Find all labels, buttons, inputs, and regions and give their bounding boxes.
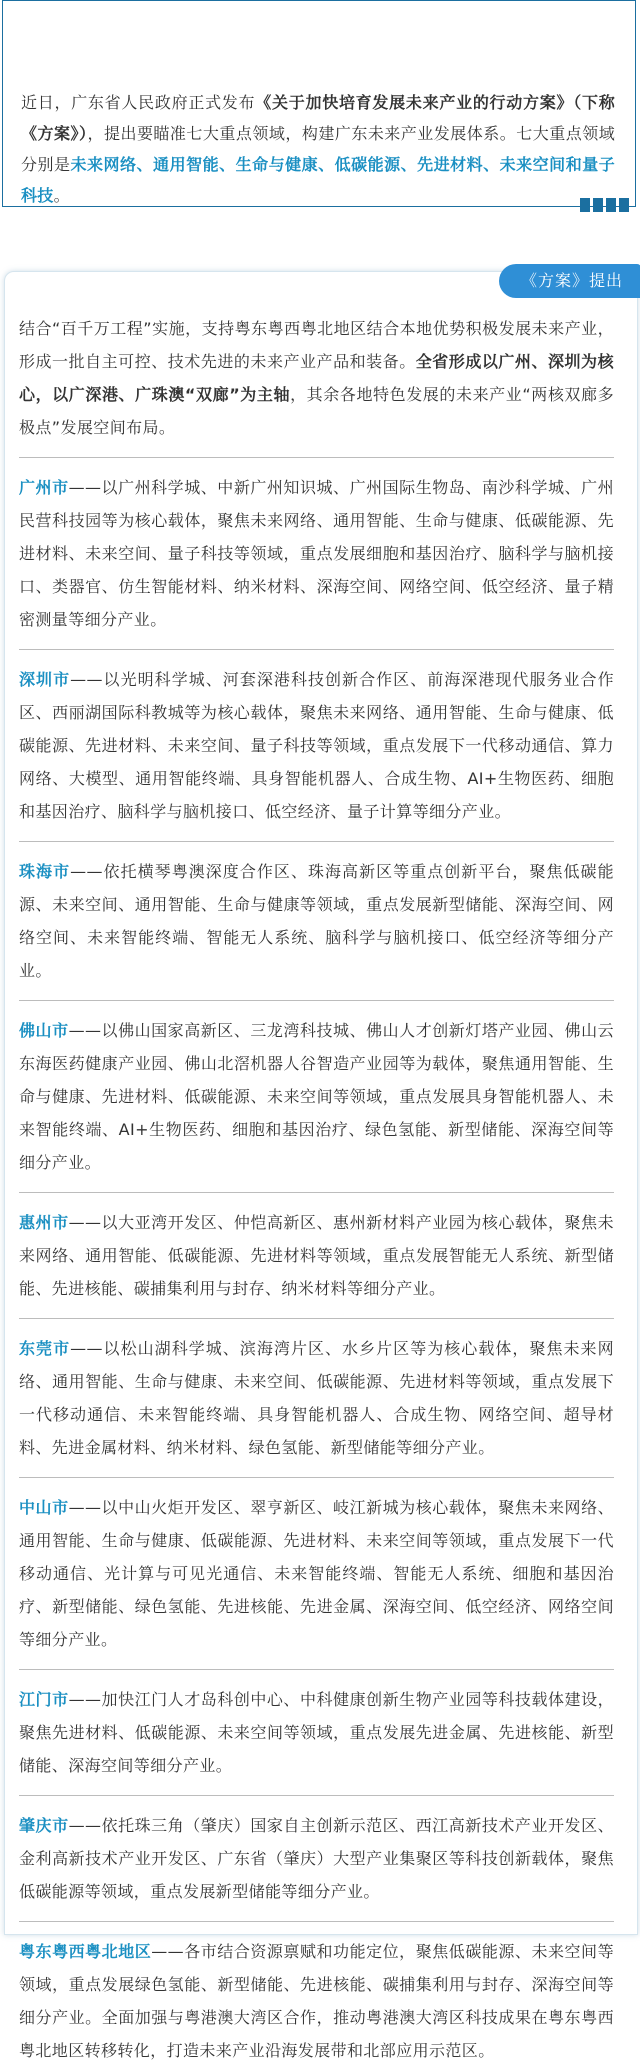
city-text: ——依托珠三角（肇庆）国家自主创新示范区、西江高新技术产业开发区、金利高新技术产业开发区、广东省（肇庆）大型产业集聚区等科技创新载体，聚焦低碳能源等领域，重点发展新型储能等细分产业。: [19, 1816, 614, 1901]
city-name: 东莞市: [19, 1339, 71, 1358]
city-name: 广州市: [19, 478, 69, 497]
city-item: [19, 1809, 614, 1908]
lead-text: ，其余各地特色发展的未来产业“两核双廊多极点”发展空间布局。: [19, 385, 614, 437]
city-name: 江门市: [19, 1690, 69, 1709]
city-name: 惠州市: [19, 1213, 69, 1232]
intro-box: [2, 0, 636, 207]
city-name: 肇庆市: [19, 1816, 69, 1835]
panel-tag: 《方案》提出: [499, 264, 640, 298]
divider: [19, 841, 614, 842]
city-item: [19, 855, 614, 987]
city-item: [19, 471, 614, 636]
bar-block: [606, 198, 616, 212]
decorative-bars: [580, 198, 629, 212]
city-text: ——以广州科学城、中新广州知识城、广州国际生物岛、南沙科学城、广州民营科技园等为核心载体，聚焦未来网络、通用智能、生命与健康、低碳能源、先进材料、未来空间、量子科技等领域，重点发展细胞和基因治疗、脑科学与脑机接口、类器官、仿生智能材料、纳米材料、深海空间、网络空间、低空经济、量子精密测量等细分产业。: [19, 478, 614, 629]
city-name: 深圳市: [19, 670, 71, 689]
city-text: ——加快江门人才岛科创中心、中科健康创新生物产业园等科技载体建设，聚焦先进材料、低碳能源、未来空间等领域，重点发展先进金属、先进核能、新型储能、深海空间等细分产业。: [19, 1690, 614, 1775]
divider: [19, 1669, 614, 1670]
city-item: [19, 1935, 614, 2067]
divider: [19, 1921, 614, 1922]
intro-text: 。: [53, 186, 70, 205]
divider: [19, 1000, 614, 1001]
city-item: [19, 663, 614, 828]
city-name: 中山市: [19, 1498, 69, 1517]
city-name: 粤东粤西粤北地区: [19, 1942, 152, 1961]
divider: [19, 649, 614, 650]
city-text: ——各市结合资源禀赋和功能定位，聚焦低碳能源、未来空间等领域，重点发展绿色氢能、新型储能、先进核能、碳捕集利用与封存、深海空间等细分产业。全面加强与粤港澳大湾区合作，推动粤港澳大湾区科技成果在粤东粤西粤北地区转移转化，打造未来产业沿海发展带和北部应用示范区。: [19, 1942, 614, 2060]
divider: [19, 1795, 614, 1796]
intro-doc-title: 《关于加快培育发展未来产业的行动方案》（下称《方案》）: [21, 93, 615, 143]
city-text: ——依托横琴粤澳深度合作区、珠海高新区等重点创新平台，聚焦低碳能源、未来空间、通用智能、生命与健康等领域，重点发展新型储能、深海空间、网络空间、未来智能终端、智能无人系统、脑科学与脑机接口、低空经济等细分产业。: [19, 862, 614, 980]
intro-paragraph: [21, 87, 615, 211]
city-item: [19, 1683, 614, 1782]
city-item: [19, 1206, 614, 1305]
city-text: ——以松山湖科学城、滨海湾片区、水乡片区等为核心载体，聚焦未来网络、通用智能、生命与健康、未来空间、低碳能源、先进材料等领域，重点发展下一代移动通信、未来智能终端、具身智能机器人、合成生物、网络空间、超导材料、先进金属材料、纳米材料、绿色氢能、新型储能等细分产业。: [19, 1339, 614, 1457]
divider: [19, 457, 614, 458]
lead-paragraph: [19, 312, 614, 444]
city-text: ——以中山火炬开发区、翠亨新区、岐江新城为核心载体，聚焦未来网络、通用智能、生命与健康、低碳能源、先进材料、未来空间等领域，重点发展下一代移动通信、光计算与可见光通信、未来智能终端、智能无人系统、细胞和基因治疗、新型储能、绿色氢能、先进核能、先进金属、深海空间、低空经济、网络空间等细分产业。: [19, 1498, 614, 1649]
bar-block: [593, 198, 603, 212]
city-text: ——以大亚湾开发区、仲恺高新区、惠州新材料产业园为核心载体，聚焦未来网络、通用智能、低碳能源、先进材料等领域，重点发展智能无人系统、新型储能、先进核能、碳捕集利用与封存、纳米材料等细分产业。: [19, 1213, 614, 1298]
divider: [19, 1318, 614, 1319]
city-name: 珠海市: [19, 862, 71, 881]
lead-text: 结合“百千万工程”实施，支持粤东粤西粤北地区结合本地优势积极发展未来产业，形成一批自主可控、技术先进的未来产业产品和装备。: [19, 319, 614, 371]
city-item: [19, 1332, 614, 1464]
intro-text: ，提出要瞄准七大重点领域，构建广东未来产业发展体系。七大重点领域分别是: [21, 124, 615, 174]
lead-bold: 全省形成以广州、深圳为核心，以广深港、广珠澳“双廊”为主轴: [19, 352, 614, 404]
intro-fields-highlight: 未来网络、通用智能、生命与健康、低碳能源、先进材料、未来空间和量子科技: [21, 155, 616, 205]
city-text: ——以光明科学城、河套深港科技创新合作区、前海深港现代服务业合作区、西丽湖国际科教城等为核心载体，聚焦未来网络、通用智能、生命与健康、低碳能源、先进材料、未来空间、量子科技等领域，重点发展下一代移动通信、算力网络、大模型、通用智能终端、具身智能机器人、合成生物、AI+生物医药、细胞和基因治疗、脑科学与脑机接口、低空经济、量子计算等细分产业。: [19, 670, 614, 821]
plan-panel: [4, 271, 638, 2060]
divider: [19, 1192, 614, 1193]
panel-content: [5, 272, 637, 2067]
city-text: ——以佛山国家高新区、三龙湾科技城、佛山人才创新灯塔产业园、佛山云东海医药健康产业园、佛山北滘机器人谷智造产业园等为载体，聚焦通用智能、生命与健康、先进材料、低碳能源、未来空间等领域，重点发展具身智能机器人、未来智能终端、AI+生物医药、细胞和基因治疗、绿色氢能、新型储能、深海空间等细分产业。: [19, 1021, 614, 1172]
city-item: [19, 1491, 614, 1656]
bar-block: [619, 198, 629, 212]
bar-block: [580, 198, 590, 212]
city-item: [19, 1014, 614, 1179]
intro-text: 近日，广东省人民政府正式发布: [21, 93, 256, 112]
city-name: 佛山市: [19, 1021, 69, 1040]
divider: [19, 1477, 614, 1478]
